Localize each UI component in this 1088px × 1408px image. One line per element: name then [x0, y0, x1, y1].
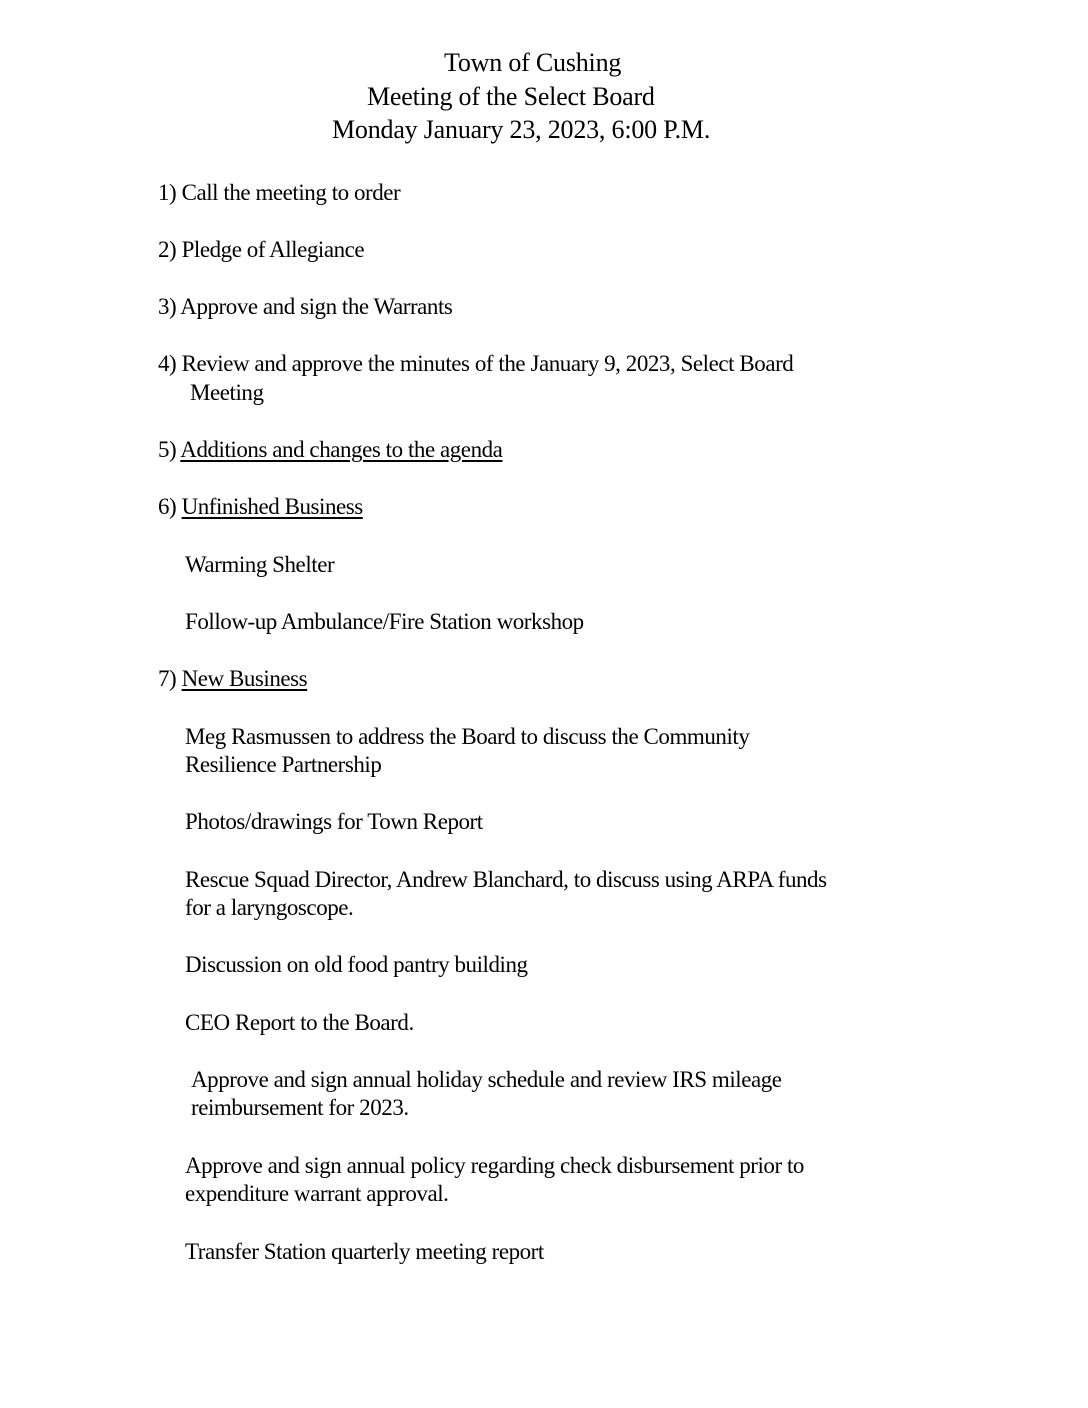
item-number: 6) — [158, 494, 177, 519]
agenda-item-6 — [158, 493, 363, 521]
new-item-holiday-schedule: Approve and sign annual holiday schedule and review IRS mileage — [191, 1067, 782, 1092]
new-item-town-report-photos: Photos/drawings for Town Report — [185, 809, 483, 834]
item-number: 7) — [158, 666, 177, 691]
item-number: 5) — [158, 437, 177, 462]
meeting-date-time: Monday January 23, 2023, 6:00 P.M. — [332, 115, 711, 144]
new-item-ceo-report: CEO Report to the Board. — [185, 1010, 414, 1035]
new-item-food-pantry: Discussion on old food pantry building — [185, 952, 528, 977]
town-name: Town of Cushing — [444, 48, 622, 77]
meeting-title: Meeting of the Select Board — [367, 82, 655, 111]
item-number: 1) — [158, 180, 177, 205]
agenda-item-4 — [158, 350, 793, 378]
new-item-check-disbursement-policy-continued: expenditure warrant approval. — [185, 1181, 449, 1206]
item-number: 3) — [158, 294, 177, 319]
agenda-item-1 — [158, 179, 400, 207]
new-item-arpa-laryngoscope-continued: for a laryngoscope. — [185, 895, 354, 920]
section-heading-new-business: New Business — [181, 666, 308, 691]
agenda-item-3 — [158, 293, 452, 321]
new-item-arpa-laryngoscope: Rescue Squad Director, Andrew Blanchard, to discuss using ARPA funds — [185, 867, 827, 892]
agenda-item-7 — [158, 665, 307, 693]
item-text: Call the meeting to order — [181, 180, 401, 205]
agenda-item-5 — [158, 436, 502, 464]
item-number: 2) — [158, 237, 177, 262]
item-number: 4) — [158, 351, 177, 376]
section-heading-additions: Additions and changes to the agenda — [180, 437, 503, 462]
new-item-check-disbursement-policy: Approve and sign annual policy regarding check disbursement prior to — [185, 1153, 804, 1178]
section-heading-unfinished-business: Unfinished Business — [181, 494, 363, 519]
item-text: Approve and sign the Warrants — [180, 294, 453, 319]
unfinished-item-ambulance-workshop: Follow-up Ambulance/Fire Station workshop — [185, 609, 584, 634]
new-item-transfer-station-report: Transfer Station quarterly meeting report — [185, 1239, 544, 1264]
item-text: Pledge of Allegiance — [181, 237, 365, 262]
item-text: Review and approve the minutes of the January 9, 2023, Select Board — [181, 351, 794, 376]
unfinished-item-warming-shelter: Warming Shelter — [185, 552, 335, 577]
new-item-community-resilience-continued: Resilience Partnership — [185, 752, 382, 777]
new-item-holiday-schedule-continued: reimbursement for 2023. — [191, 1095, 409, 1120]
new-item-community-resilience: Meg Rasmussen to address the Board to discuss the Community — [185, 724, 750, 749]
agenda-item-2 — [158, 236, 364, 264]
agenda-item-4-continued: Meeting — [190, 380, 264, 405]
